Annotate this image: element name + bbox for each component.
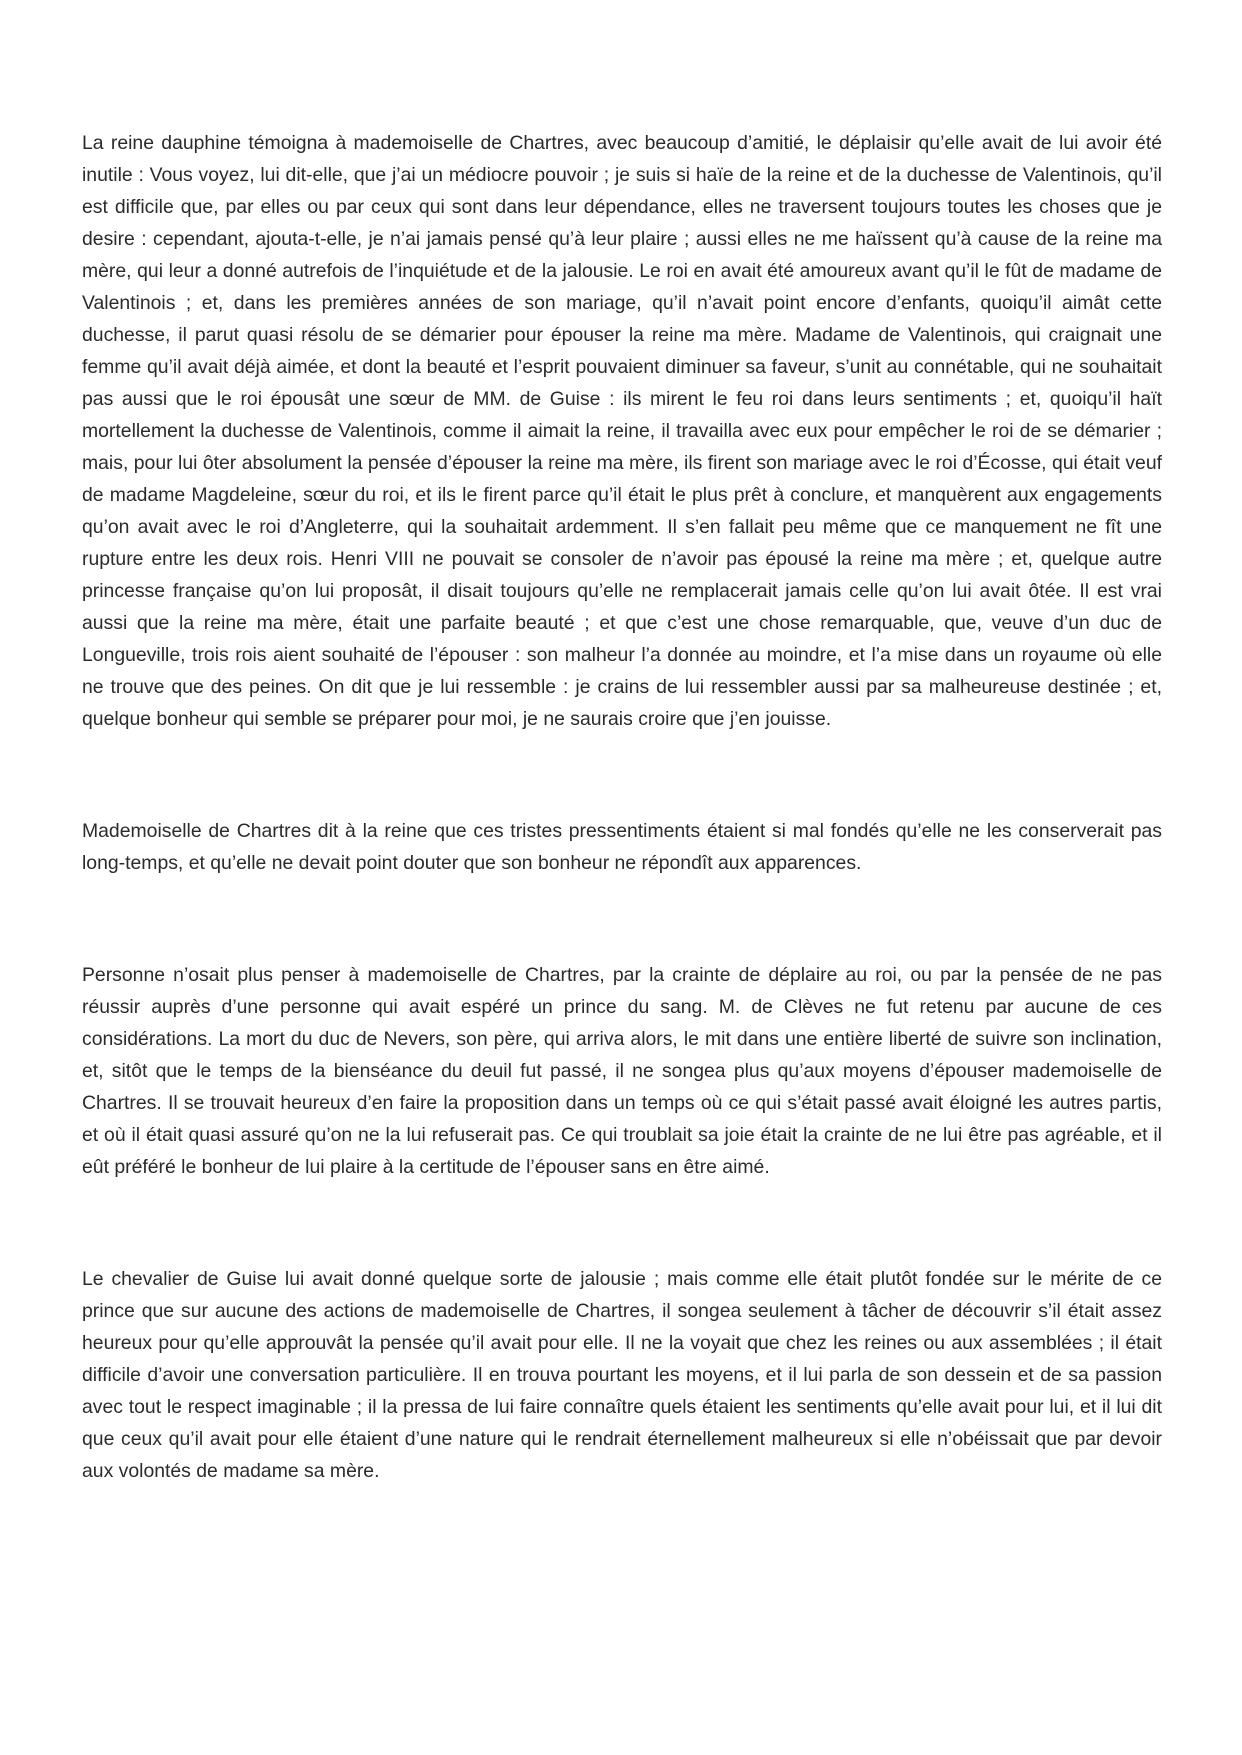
paragraph-4: Le chevalier de Guise lui avait donné quelque sorte de jalousie ; mais comme elle était plutôt fondée sur le mérite de ce prince que sur aucune des actions de mademoiselle de Chartres, il songea seulement à tâcher de découvrir s’il était assez heureux pour qu’elle approuvât la pensée qu’il avait pour elle. Il ne la voyait que chez les reines ou aux assemblées ; il était difficile d’avoir une conversation particulière. Il en trouva pourtant les moyens, et il lui parla de son dessein et de sa passion avec tout le respect imaginable ; il la pressa de lui faire connaître quels étaient les sentiments qu’elle avait pour lui, et il lui dit que ceux qu’il avait pour elle étaient d’une nature qui le rendrait éternellement malheureux si elle n’obéissait que par devoir aux volontés de madame sa mère. [82, 1268, 1162, 1482]
paragraph-1: La reine dauphine témoigna à mademoiselle de Chartres, avec beaucoup d’amitié, le déplaisir qu’elle avait de lui avoir été inutile : Vous voyez, lui dit-elle, que j’ai un médiocre pouvoir ; je suis si haïe de la reine et de la duchesse de Valentinois, qu’il est difficile que, par elles ou par ceux qui sont dans leur dépendance, elles ne traversent toujours toutes les choses que je desire : cependant, ajouta-t-elle, je n’ai jamais pensé qu’à leur plaire ; aussi elles ne me haïssent qu’à cause de la reine ma mère, qui leur a donné autrefois de l’inquiétude et de la jalousie. Le roi en avait été amoureux avant qu’il le fût de madame de Valentinois ; et, dans les premières années de son mariage, qu’il n’avait point encore d’enfants, quoiqu’il aimât cette duchesse, il parut quasi résolu de se démarier pour épouser la reine ma mère. Madame de Valentinois, qui craignait une femme qu’il avait déjà aimée, et dont la beauté et l’esprit pouvaient diminuer sa faveur, s’unit au connétable, qui ne souhaitait pas aussi que le roi épousât une sœur de MM. de Guise : ils mirent le feu roi dans leurs sentiments ; et, quoiqu’il haït mortellement la duchesse de Valentinois, comme il aimait la reine, il travailla avec eux pour empêcher le roi de se démarier ; mais, pour lui ôter absolument la pensée d’épouser la reine ma mère, ils firent son mariage avec le roi d’Écosse, qui était veuf de madame Magdeleine, sœur du roi, et ils le firent parce qu’il était le plus prêt à conclure, et manquèrent aux engagements qu’on avait avec le roi d’Angleterre, qui la souhaitait ardemment. Il s’en fallait peu même que ce manquement ne fît une rupture entre les deux rois. Henri VIII ne pouvait se consoler de n’avoir pas épousé la reine ma mère ; et, quelque autre princesse française qu’on lui proposât, il disait toujours qu’elle ne remplacerait jamais celle qu’on lui avait ôtée. Il est vrai aussi que la reine ma mère, était une parfaite beauté ; et que c’est une chose remarquable, que, veuve d’un duc de Longueville, trois rois aient souhaité de l’épouser : son malheur l’a donnée au moindre, et l’a mise dans un royaume où elle ne trouve que des peines. On dit que je lui ressemble : je crains de lui ressembler aussi par sa malheureuse destinée ; et, quelque bonheur qui semble se préparer pour moi, je ne saurais croire que j’en jouisse. [82, 132, 1162, 730]
document-page [82, 127, 1162, 1487]
paragraph-3: Personne n’osait plus penser à mademoiselle de Chartres, par la crainte de déplaire au roi, ou par la pensée de ne pas réussir auprès d’une personne qui avait espéré un prince du sang. M. de Clèves ne fut retenu par aucune de ces considérations. La mort du duc de Nevers, son père, qui arriva alors, le mit dans une entière liberté de suivre son inclination, et, sitôt que le temps de la bienséance du deuil fut passé, il ne songea plus qu’aux moyens d’épouser mademoiselle de Chartres. Il se trouvait heureux d’en faire la proposition dans un temps où ce qui s’était passé avait éloigné les autres partis, et où il était quasi assuré qu’on ne la lui refuserait pas. Ce qui troublait sa joie était la crainte de ne lui être pas agréable, et il eût préféré le bonheur de lui plaire à la certitude de l’épouser sans en être aimé. [82, 964, 1162, 1178]
paragraph-2: Mademoiselle de Chartres dit à la reine que ces tristes pressentiments étaient si mal fondés qu’elle ne les conserverait pas long-temps, et qu’elle ne devait point douter que son bonheur ne répondît aux apparences. [82, 820, 1162, 874]
